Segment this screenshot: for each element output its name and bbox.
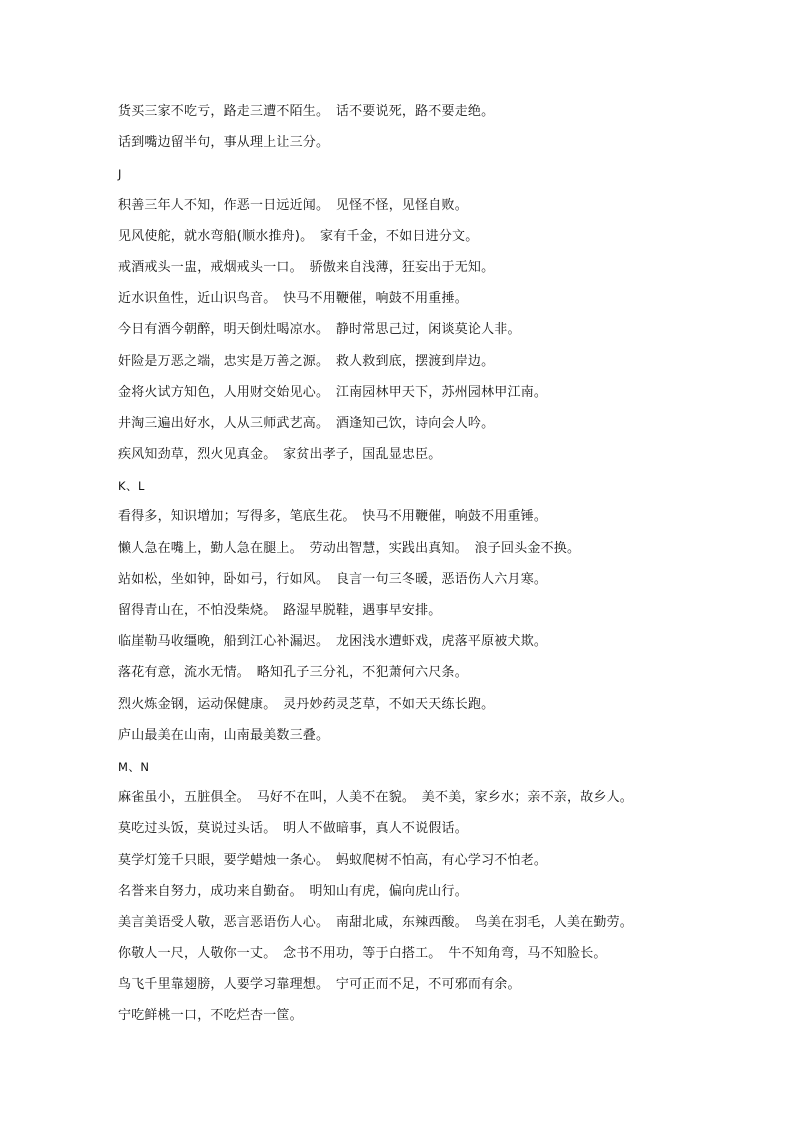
proverb-line: 庐山最美在山南，山南最美数三叠。 — [118, 727, 330, 743]
proverb-line: 疾风知劲草，烈火见真金。 家贫出孝子，国乱显忠臣。 — [118, 447, 442, 463]
section-heading: K、L — [118, 479, 145, 494]
section-heading: M、N — [118, 759, 150, 774]
proverb-line: 留得青山在，不怕没柴烧。 路湿早脱鞋，遇事早安排。 — [118, 603, 442, 618]
proverb-line: 临崖勒马收缰晚，船到江心补漏迟。 龙困浅水遭虾戏，虎落平原被犬欺。 — [118, 634, 548, 650]
proverb-line: 你敬人一尺，人敬你一丈。 念书不用功，等于白搭工。 牛不知角弯，马不知脸长。 — [118, 946, 607, 962]
proverb-line: 见风使舵，就水弯船(顺水推舟)。 家有千金，不如日进分文。 — [118, 228, 479, 244]
proverb-line: 戒酒戒头一盅，戒烟戒头一口。 骄傲来自浅薄，狂妄出于无知。 — [118, 259, 495, 275]
proverb-line: 鸟飞千里靠翅膀，人要学习靠理想。 宁可正而不足，不可邪而有余。 — [118, 977, 521, 993]
proverb-line: 莫学灯笼千只眼，要学蜡烛一条心。 蚂蚁爬树不怕高，有心学习不怕老。 — [118, 852, 548, 868]
proverb-line: 莫吃过头饭，莫说过头话。 明人不做暗事，真人不说假话。 — [118, 821, 468, 837]
proverb-line: 近水识鱼性，近山识鸟音。 快马不用鞭催，响鼓不用重捶。 — [118, 291, 468, 307]
proverb-line: 宁吃鲜桃一口，不吃烂杏一筐。 — [118, 1008, 303, 1024]
proverb-line: 金将火试方知色，人用财交始见心。 江南园林甲天下，苏州园林甲江南。 — [118, 384, 548, 400]
proverb-line: 奸险是万恶之端，忠实是万善之源。 救人救到底，摆渡到岸边。 — [118, 353, 495, 369]
proverb-line: 名誉来自努力，成功来自勤奋。 明知山有虎，偏向虎山行。 — [118, 883, 468, 899]
proverb-line: 烈火炼金钢，运动保健康。 灵丹妙药灵芝草，不如天天练长跑。 — [118, 696, 495, 712]
proverb-line: 今日有酒今朝醉，明天倒灶喝凉水。 静时常思己过，闲谈莫论人非。 — [118, 322, 521, 338]
proverb-line: 井淘三遍出好水，人从三师武艺高。 酒逢知己饮，诗向会人吟。 — [118, 415, 495, 431]
section-heading: J — [118, 167, 122, 182]
proverb-line: 麻雀虽小，五脏俱全。 马好不在叫，人美不在貌。 美不美，家乡水；亲不亲，故乡人。 — [118, 790, 634, 806]
proverb-line: 积善三年人不知，作恶一日远近闻。 见怪不怪，见怪自败。 — [118, 197, 468, 213]
proverb-line: 懒人急在嘴上，勤人急在腿上。 劳动出智慧，实践出真知。 浪子回头金不换。 — [118, 540, 581, 556]
proverb-line: 货买三家不吃亏，路走三遭不陌生。 话不要说死，路不要走绝。 — [118, 104, 495, 119]
proverb-line: 看得多，知识增加；写得多，笔底生花。 快马不用鞭催，响鼓不用重锤。 — [118, 509, 548, 525]
proverb-list — [118, 101, 778, 1037]
proverb-line: 落花有意，流水无情。 略知孔子三分礼，不犯萧何六尺条。 — [118, 665, 468, 681]
proverb-line: 美言美语受人敬，恶言恶语伤人心。 南甜北咸，东辣西酸。 鸟美在羽毛，人美在勤劳。 — [118, 914, 634, 930]
proverb-line: 站如松，坐如钟，卧如弓，行如风。 良言一句三冬暖，恶语伤人六月寒。 — [118, 571, 548, 587]
proverb-line: 话到嘴边留半句，事从理上让三分。 — [118, 135, 330, 151]
